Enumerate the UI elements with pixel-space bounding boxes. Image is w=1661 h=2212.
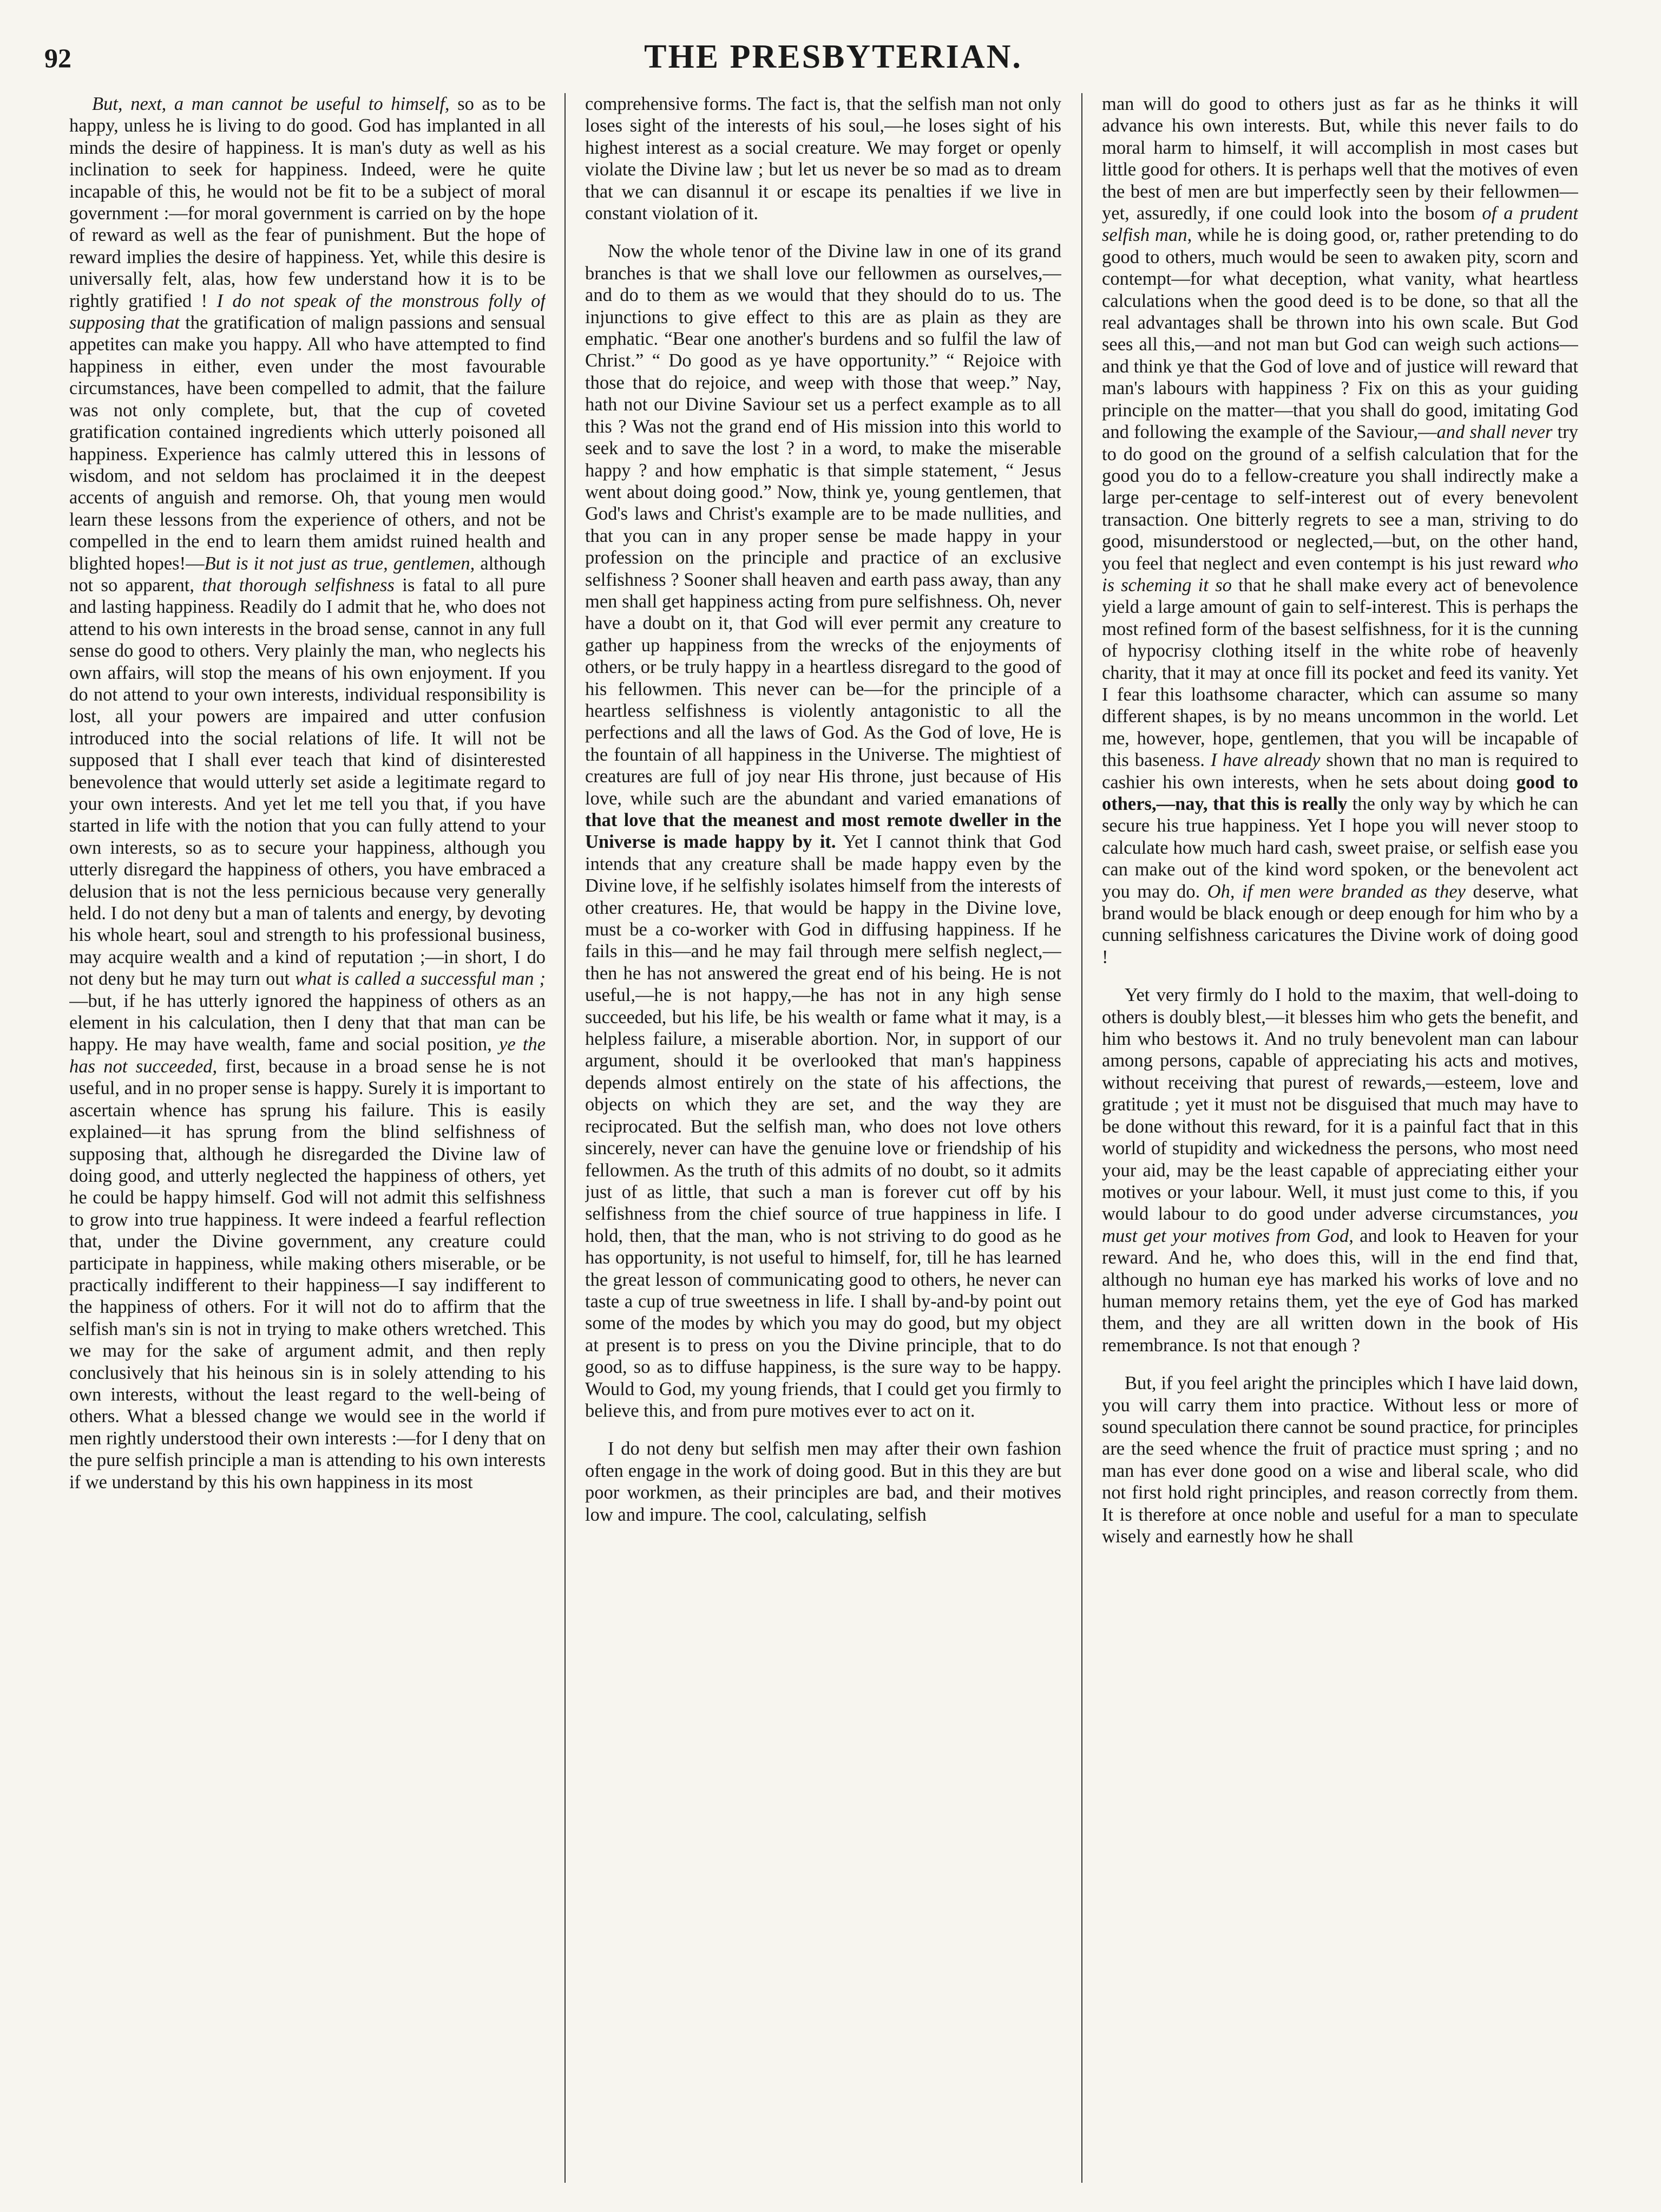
text-run: that he shall make every act of benevolence yield a large amount of gain to self-interest. This is perhaps the most refined form of the basest selfishness, for it is the cunning of hypocrisy clothing itself in the white robe of heavenly charity, that it may at once fill its pocket and feed its vanity. Yet I fear this loathsome character, which can assume so many different shapes, is by no means uncommon in the world. Let me, however, hope, gentlemen, that you will be incapable of this baseness. — [1102, 574, 1578, 771]
text-run: shown that no man is required to cashier his own interests, when he sets about doing — [1102, 750, 1578, 793]
text-run: the gratification of malign passions and sensual appetites can make you happy. All who have attempted to find happiness in either, even under the most favourable circumstances, have been compelled to admit, that the failure was not only complete, but, that the cup of coveted gratification contained ingredients which utterly poisoned all happiness. Experience has calmly uttered this in lessons of wisdom, and not seldom has proclaimed it in the deepest accents of anguish and remorse. Oh, that young men would learn these lessons from the experience of others, and not be compelled in the end to learn them amidst ruined health and blighted hopes!— — [69, 312, 546, 574]
italic-text: who is scheming it so — [1102, 553, 1578, 595]
italic-text: I have already — [1210, 750, 1321, 771]
masthead-title: THE PRESBYTERIAN. — [644, 38, 1022, 75]
italic-text: ye the has not succeeded, — [69, 1034, 546, 1077]
text-run: although not so apparent, — [69, 553, 546, 595]
page-number: 92 — [44, 43, 71, 73]
text-run: Yet very firmly do I hold to the maxim, that well-doing to others is doubly blest,—it blesses him who gets the benefit, and him who bestows it. And no truly benevolent man can labour among persons, capable of appreciating his acts and motives, without receiving that purest of rewards,—esteem, love and gratitude ; yet it must not be disguised that much may have to be done without this reward, for it is a painful fact that in this world of stupidity and wickedness the persons, who most need your aid, may be the least capable of appreciating either your motives or your labour. Well, it must just come to this, if you would labour to do good under adverse circumstances, — [1102, 985, 1578, 1225]
italic-text: Oh, if men were branded as they — [1207, 881, 1466, 902]
article-body — [69, 93, 1604, 2194]
paragraph — [1102, 93, 1578, 968]
italic-text: I do not speak of the monstrous folly of supposing that — [69, 290, 546, 333]
text-run: so as to be happy, unless he is living to do good. God has implanted in all minds the desire of happiness. It is man's duty as well as his inclination to seek for happiness. Indeed, were he quite incapable of this, he would not be fit to be a subject of moral government :—for moral government is carried on by the hope of reward as well as the fear of punishment. But the hope of reward implies the desire of happiness. Yet, while this desire is universally felt, alas, how few understand how it is to be rightly gratified ! — [69, 94, 546, 311]
italic-text: and shall never — [1436, 422, 1553, 443]
italic-text: what is called a successful man ; — [295, 968, 546, 990]
text-run: Yet I cannot think that God intends that any creature shall be made happy even by the Divine love, if he selfishly isolates himself from the interests of other creatures. He, that would be happy in the Divine love, must be a co-worker with God in diffusing happiness. If he fails in this—and he may fail through mere selfish neglect,—then he has not answered the great end of his being. He is not useful,—he is not happy,—he has not in any high sense succeeded, but his life, be his wealth or fame what it may, is a helpless failure, a miserable abortion. Nor, in support of our argument, should it be overlooked that man's happiness depends almost entirely on the state of his affections, the objects on which they are set, and the way they are reciprocated. But the selfish man, who does not love others sincerely, never can have the genuine love or friendship of his fellowmen. As the truth of this admits of no doubt, so it admits just of as little, that such a man is forever cut off by his selfishness from the chief source of true happiness in life. I hold, then, that the man, who is not striving to do good as he has opportunity, is not useful to himself, for, till he has learned the great lesson of communicating good to others, he never can taste a cup of true sweetness in life. I shall by-and-by point out some of the modes by which you may do good, but my object at present is to press on you the Divine principle, that to do good, so as to diffuse happiness, is the sure way to be happy. Would to God, my young friends, that I could get you firmly to believe this, and from pure motives ever to act on it. — [585, 832, 1061, 1421]
text-run: try to do good on the ground of a selfish calculation that for the good you do to a fellow-creature you shall indirectly make a large per-centage to self-interest out of every benevolent transaction. One bitterly regrets to see a man, striving to do good, misunderstood or neglected,—but, on the other hand, you feel that neglect and even contempt is his just reward — [1102, 422, 1578, 574]
italic-text: of a prudent selfish man, — [1102, 203, 1578, 246]
italic-text: you must get your motives from God, — [1102, 1203, 1578, 1246]
paragraph: comprehensive forms. The fact is, that the selfish man not only loses sight of the interests of his soul,—he loses sight of his highest interest as a social creature. We may forget or openly violate the Divine law ; but let us never be so mad as to dream that we can disannul it or escape its penalties if we live in constant violation of it. — [585, 94, 1061, 224]
column-1 — [69, 93, 546, 2194]
paragraph — [69, 93, 546, 1493]
italic-text: that thorough selfishness — [202, 574, 395, 595]
paragraph — [585, 240, 1061, 1422]
text-run: the only way by which he can secure his true happiness. Yet I hope you will never stoop to calculate how much hard cash, sweet praise, or selfish ease you can make out of the kind word spoken, or the benevolent act you may do. — [1102, 794, 1578, 902]
column-2 — [585, 93, 1061, 2194]
column-3 — [1102, 93, 1578, 2194]
text-run: man will do good to others just as far as he thinks it will advance his own interests. But, while this never fails to do moral harm to himself, it will accomplish in most cases but little good for others. It is perhaps well that the motives of even the best of men are but imperfectly seen by their fellowmen—yet, assuredly, if one could look into the bosom — [1102, 94, 1578, 224]
bold-text: that love that the meanest and most remote dweller in the Universe is made happy by it. — [585, 810, 1061, 853]
text-run: and look to Heaven for your reward. And he, who does this, will in the end find that, although no human eye has marked his works of love and no human memory retains them, yet the eye of God has marked them, and they are all written down in the book of His remembrance. Is not that enough ? — [1102, 1225, 1578, 1356]
text-run: Now the whole tenor of the Divine law in one of its grand branches is that we shall love our fellowmen as ourselves,—and do to them as we would that they should do to us. The injunctions to give effect to this are as plain as they are emphatic. “Bear one another's burdens and so fulfil the law of Christ.” “ Do good as ye have opportunity.” “ Rejoice with those that do rejoice, and weep with those that weep.” Nay, hath not our Divine Saviour set us a perfect example as to all this ? Was not the grand end of His mission into this world to seek and to save the lost ? in a word, to make the miserable happy ? and how emphatic is that simple statement, “ Jesus went about doing good.” Now, think ye, young gentlemen, that God's laws and Christ's example are to be made nullities, and that you can in any proper sense be made happy in your profession on the principle and practice of an exclusive selfishness ? Sooner shall heaven and earth pass away, than any men shall get happiness acting from pure selfishness. Oh, never have a doubt on it, that God will ever permit any creature to gather up happiness from the wrecks of the enjoyments of others, or be truly happy in a heartless disregard to the good of his fellowmen. This never can be—for the principle of a heartless selfishness is violently antagonistic to all the perfections and all the laws of God. As the God of love, He is the fountain of all happiness in the Universe. The mightiest of creatures are full of joy near His throne, just because of His love, while such are the abundant and varied emanations of — [585, 241, 1061, 809]
text-run: is fatal to all pure and lasting happiness. Readily do I admit that he, who does not attend to his own interests in the broad sense, cannot in any full sense do good to others. Very plainly the man, who neglects his own affairs, will stop the means of his own enjoyment. If you do not attend to your own interests, individual responsibility is lost, all your powers are impaired and utter confusion introduced into the social relations of life. It will not be supposed that I shall ever teach that kind of disinterested benevolence that would utterly set aside a legitimate regard to your own interests. And yet let me tell you that, if you have started in life with the notion that you can fully attend to your own interests, so as to secure your happiness, although you utterly disregard the happiness of others, you have embraced a delusion that is not the less pernicious because very generally held. I do not deny but a man of talents and energy, by devoting his whole heart, soul and strength to his professional business, may acquire wealth and a kind of reputation ;—in short, I do not deny but he may turn out — [69, 574, 546, 990]
text-run: —but, if he has utterly ignored the happiness of others as an element in his calculation, then I deny that that man can be happy. He may have wealth, fame and social position, — [69, 990, 546, 1055]
text-run: deserve, what brand would be black enough or deep enough for him who by a cunning selfishness caricatures the Divine work of doing good ! — [1102, 881, 1578, 967]
page-header — [44, 38, 1622, 81]
text-run: while he is doing good, or, rather pretending to do good to others, much would be seen to awaken pity, scorn and contempt—for what deception, what vanity, what heartless calculations when the good deed is to be done, so that all the real advantages shall be thrown into his own scale. But God sees all this,—and not man but God can weigh such actions—and think ye that the God of love and of justice will reward that man's labours with happiness ? Fix on this as your guiding principle on the matter—that you shall do good, imitating God and following the example of the Saviour,— — [1102, 225, 1578, 443]
paragraph: But, if you feel aright the principles which I have laid down, you will carry them into practice. Without less or more of sound speculation there cannot be sound practice, for principles are the seed whence the fruit of practice must spring ; and no man has ever done good on a wise and liberal scale, who did not first hold right principles, and reason correctly from them. It is therefore at once noble and useful for a man to speculate wisely and earnestly how he shall — [1102, 1373, 1578, 1547]
text-run: first, because in a broad sense he is not useful, and in no proper sense is happy. Surely it is important to ascertain whence has sprung his failure. This is easily explained—it has sprung from the blind selfishness of supposing that, although he disregarded the Divine law of doing good, and utterly neglected the happiness of others, yet he could be happy himself. God will not admit this selfishness to grow into true happiness. It were indeed a fearful reflection that, under the Divine government, any creature could participate in happiness, while making others miserable, or be practically indifferent to their happiness—I say indifferent to the happiness of others. For it will not do to affirm that the selfish man's sin is not in trying to make others wretched. This we may for the sake of argument admit, and then reply conclusively that his heinous sin is in solely attending to his own interests, without the least regard to the well-being of others. What a blessed change we would see in the world if men rightly understood their own interests :—for I deny that on the pure selfish principle a man is attending to his own interests if we understand by this his own happiness in its most — [69, 1056, 546, 1493]
italic-text: But, next, a man cannot be useful to himself, — [92, 94, 450, 114]
italic-text: But is it not just as true, gentlemen, — [204, 553, 475, 574]
paragraph — [1102, 984, 1578, 1356]
bold-text: good to others,—nay, that this is really — [1102, 771, 1578, 814]
paragraph: I do not deny but selfish men may after their own fashion often engage in the work of doing good. But in this they are but poor workmen, as their principles are bad, and their motives low and impure. The cool, calculating, selfish — [585, 1438, 1061, 1525]
